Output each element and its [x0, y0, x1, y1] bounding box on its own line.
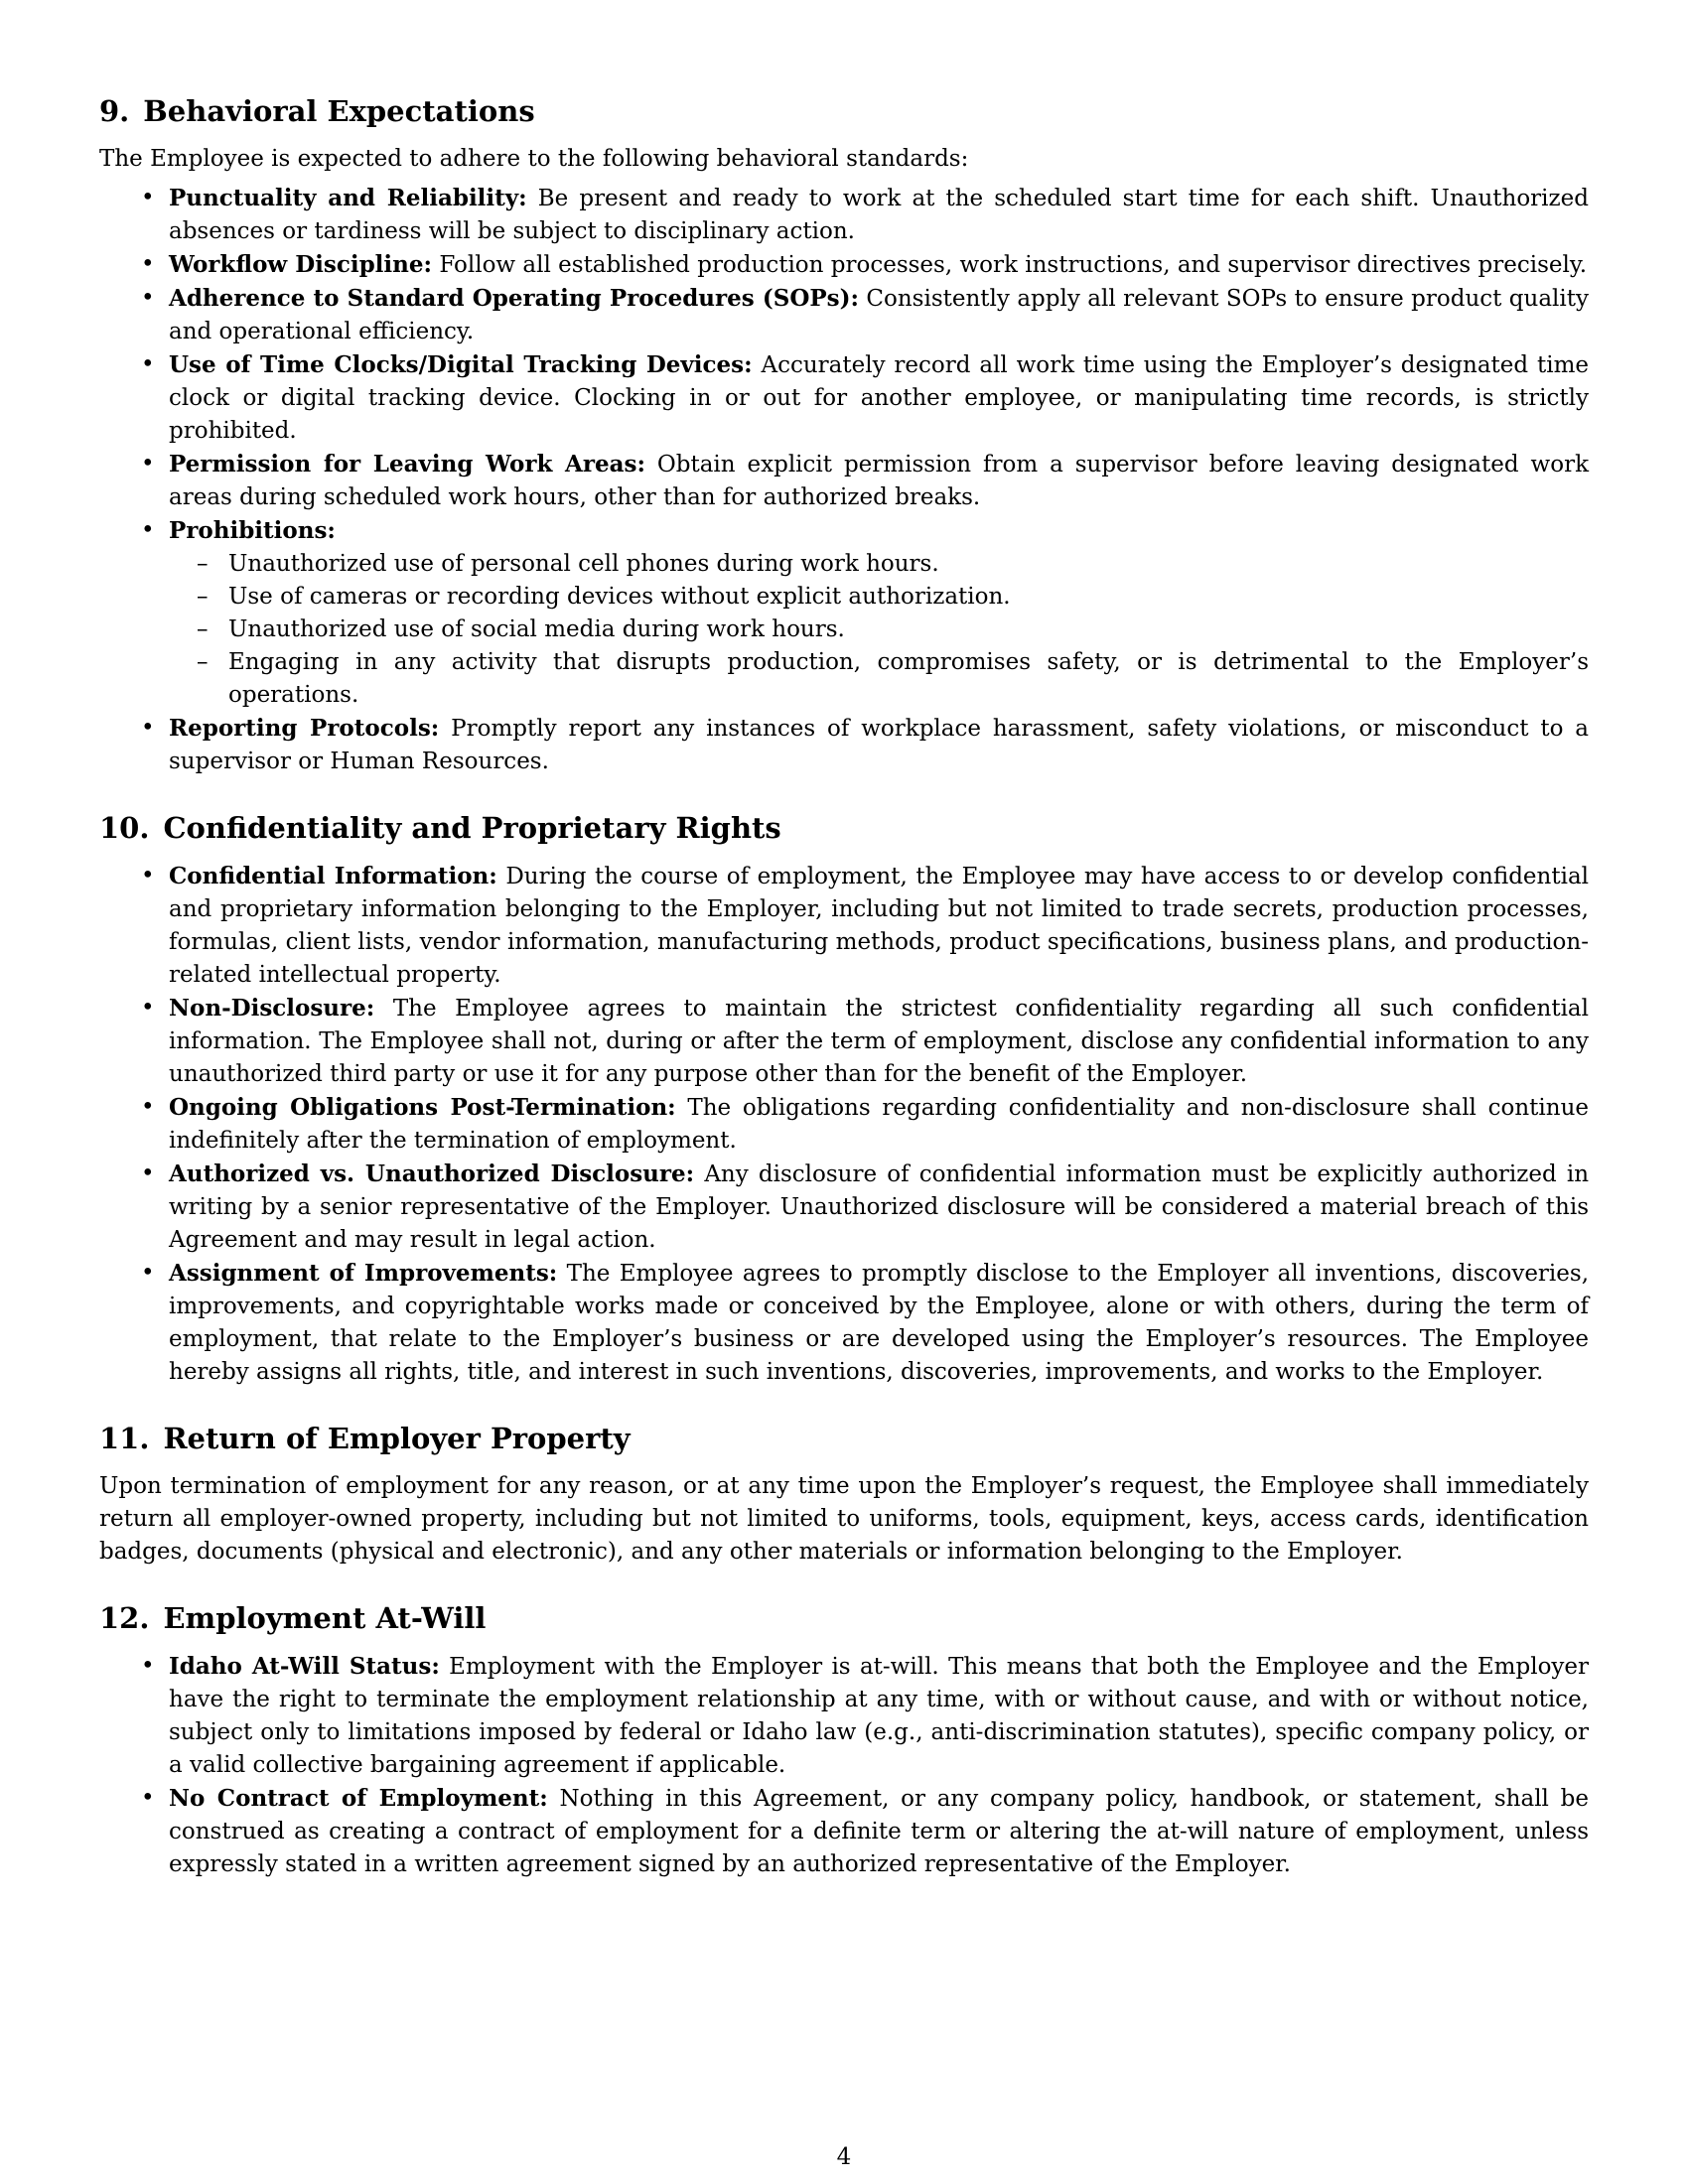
section-number: 9.	[99, 94, 130, 128]
section-return-of-property	[99, 1419, 1589, 1569]
list-item	[99, 712, 1589, 778]
sub-list	[169, 548, 1589, 712]
sub-list-item: – Unauthorized use of social media during work hours.	[169, 614, 1589, 646]
sub-list-item: – Unauthorized use of personal cell phones during work hours.	[169, 548, 1589, 581]
section-number: 11.	[99, 1422, 150, 1455]
section-title: Behavioral Expectations	[143, 94, 535, 128]
item-text: Follow all established production processes, work instructions, and supervisor directives precisely.	[439, 252, 1588, 278]
item-label: Use of Time Clocks/Digital Tracking Devices:	[169, 351, 753, 378]
list-item	[99, 248, 1589, 282]
section-behavioral-expectations	[99, 91, 1589, 778]
section-intro: The Employee is expected to adhere to the following behavioral standards:	[99, 146, 969, 172]
list-item	[99, 348, 1589, 448]
bullet-list	[99, 860, 1589, 1389]
page-number: 4	[836, 2144, 852, 2170]
item-label: No Contract of Employment:	[169, 1785, 548, 1812]
section-title: Confidentiality and Proprietary Rights	[163, 811, 781, 845]
item-label: Assignment of Improvements:	[169, 1260, 558, 1287]
item-text: Promptly report any instances of workplace harassment, safety violations, or misconduct to a supervisor or Human Resources.	[169, 716, 1590, 774]
bullet-list	[99, 1650, 1589, 1881]
list-item	[99, 182, 1589, 248]
section-title: Employment At-Will	[163, 1601, 487, 1635]
item-text: Any disclosure of confidential information must be explicitly authorized in writing by a senior representative of the Employer. Unauthorized disclosure will be considered a material breach of this Agreement and may result in legal action.	[169, 1161, 1590, 1253]
item-label: Authorized vs. Unauthorized Disclosure:	[169, 1160, 695, 1187]
item-text: During the course of employment, the Employee may have access to or develop confidential and proprietary information belonging to the Employer, including but not limited to trade secrets, production processes, formulas, client lists, vendor information, manufacturing methods, product specifications, business plans, and production-related intellectual property.	[169, 864, 1590, 988]
item-label: Prohibitions:	[169, 517, 336, 544]
list-item	[99, 860, 1589, 992]
section-confidentiality	[99, 808, 1589, 1389]
item-text: Obtain explicit permission from a supervisor before leaving designated work areas during scheduled work hours, other than for authorized breaks.	[169, 452, 1590, 510]
section-employment-at-will	[99, 1598, 1589, 1881]
document-page	[99, 91, 1589, 1911]
item-label: Ongoing Obligations Post-Termination:	[169, 1094, 676, 1121]
section-number: 10.	[99, 811, 150, 845]
section-title: Return of Employer Property	[163, 1422, 631, 1455]
list-item	[99, 1091, 1589, 1158]
bullet-list	[99, 182, 1589, 778]
sub-list-item: – Use of cameras or recording devices without explicit authorization.	[169, 581, 1589, 614]
item-label: Permission for Leaving Work Areas:	[169, 451, 645, 478]
section-heading	[99, 808, 1589, 848]
list-item	[99, 1650, 1589, 1782]
list-item	[99, 1158, 1589, 1257]
item-text: The Employee agrees to promptly disclose to the Employer all inventions, discoveries, improvements, and copyrightable works made or conceived by the Employee, alone or with others, during the term of employment, that relate to the Employer’s business or are developed using the Employer’s resources. The Employee hereby assigns all rights, title, and interest in such inventions, discoveries, improvements, and works to the Employer.	[169, 1261, 1590, 1385]
item-text: The Employee agrees to maintain the strictest confidentiality regarding all such confidential information. The Employee shall not, during or after the term of employment, disclose any confidential information to any unauthorized third party or use it for any purpose other than for the benefit of the Employer.	[169, 996, 1589, 1087]
item-label: Reporting Protocols:	[169, 715, 440, 742]
item-text: Employment with the Employer is at-will. This means that both the Employee and the Employer have the right to terminate the employment relationship at any time, with or without cause, and with or without notice, subject only to limitations imposed by federal or Idaho law (e.g., anti-discrimination statutes), specific company policy, or a valid collective bargaining agreement if applicable.	[169, 1654, 1590, 1778]
item-label: Confidential Information:	[169, 863, 497, 889]
list-item	[99, 1782, 1589, 1881]
item-text: Accurately record all work time using the Employer’s designated time clock or digital tracking device. Clocking in or out for another employee, or manipulating time records, is strictly prohibited.	[169, 352, 1589, 444]
list-item	[99, 992, 1589, 1091]
item-label: Adherence to Standard Operating Procedures (SOPs):	[169, 285, 859, 312]
item-text: Be present and ready to work at the scheduled start time for each shift. Unauthorized absences or tardiness will be subject to disciplinary action.	[169, 186, 1589, 244]
item-label: Punctuality and Reliability:	[169, 185, 527, 211]
item-text: The obligations regarding confidentiality and non-disclosure shall continue indefinitely after the termination of employment.	[169, 1095, 1589, 1154]
item-text: Consistently apply all relevant SOPs to ensure product quality and operational efficiency.	[169, 286, 1590, 344]
item-label: Workflow Discipline:	[169, 251, 432, 278]
item-label: Non-Disclosure:	[169, 995, 375, 1022]
list-item	[99, 448, 1589, 514]
section-heading	[99, 1598, 1589, 1638]
item-label: Idaho At-Will Status:	[169, 1653, 440, 1680]
list-item	[99, 514, 1589, 712]
list-item	[99, 282, 1589, 348]
section-number: 12.	[99, 1601, 150, 1635]
item-text: Nothing in this Agreement, or any company policy, handbook, or statement, shall be construed as creating a contract of employment for a definite term or altering the at-will nature of employment, unless expressly stated in a written agreement signed by an authorized representative of the Employer.	[169, 1786, 1589, 1877]
section-paragraph: Upon termination of employment for any reason, or at any time upon the Employer’s request, the Employee shall immediately return all employer-owned property, including but not limited to uniforms, tools, equipment, keys, access cards, identification badges, documents (physical and electronic), and any other materials or information belonging to the Employer.	[99, 1473, 1589, 1565]
sub-list-item: – Engaging in any activity that disrupts production, compromises safety, or is detrimental to the Employer’s operations.	[169, 646, 1589, 712]
section-heading	[99, 91, 1589, 131]
list-item	[99, 1257, 1589, 1389]
section-heading	[99, 1419, 1589, 1458]
